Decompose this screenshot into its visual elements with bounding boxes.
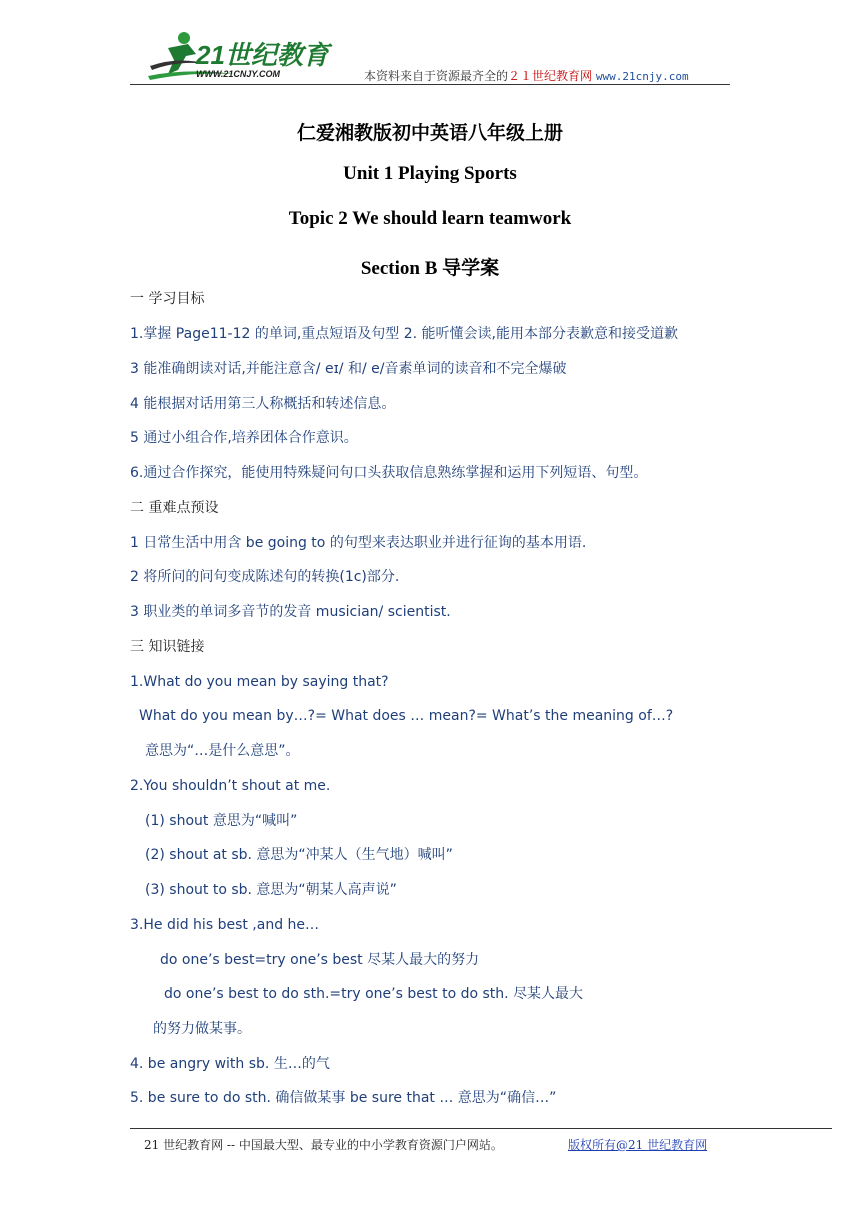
header-divider (130, 84, 730, 85)
header-brand-link[interactable]: ２１世纪教育网 (508, 69, 593, 83)
footer-text: 21 世纪教育网 -- 中国最大型、最专业的中小学教育资源门户网站。 (144, 1138, 503, 1152)
key-point-1: 1 日常生活中用含 be going to 的句型来表达职业并进行征询的基本用语. (130, 535, 587, 551)
knowledge-2-item-2: (2) shout at sb. 意思为“冲某人（生气地）喊叫” (145, 847, 453, 863)
knowledge-1-meaning: 意思为“…是什么意思”。 (145, 743, 300, 759)
knowledge-2: 2.You shouldn’t shout at me. (130, 778, 331, 794)
knowledge-3-item-1: do one’s best=try one’s best 尽某人最大的努力 (160, 952, 480, 968)
heading-objectives: 一 学习目标 (130, 291, 205, 307)
footer-divider (130, 1128, 832, 1129)
key-point-3: 3 职业类的单词多音节的发音 musician/ scientist. (130, 604, 451, 620)
heading-knowledge-links: 三 知识链接 (130, 639, 205, 655)
header-note-text: 本资料来自于资源最齐全的 (364, 69, 509, 83)
heading-key-points: 二 重难点预设 (130, 500, 219, 516)
knowledge-3-item-2: do one’s best to do sth.=try one’s best to do sth. 尽某人最大 (164, 986, 584, 1002)
objective-5: 5 通过小组合作,培养团体合作意识。 (130, 430, 358, 446)
logo-text: 21世纪教育 (196, 40, 329, 70)
doc-title: 仁爱湘教版初中英语八年级上册 (296, 123, 563, 144)
knowledge-1-detail: What do you mean by…?= What does … mean?= What’s the meaning of…? (139, 708, 674, 724)
knowledge-3-item-2-cont: 的努力做某事。 (153, 1021, 251, 1037)
objective-4: 4 能根据对话用第三人称概括和转述信息。 (130, 396, 396, 412)
footer (144, 1136, 708, 1153)
header-note (364, 67, 689, 84)
topic-title: Topic 2 We should learn teamwork (288, 208, 572, 229)
knowledge-4: 4. be angry with sb. 生…的气 (130, 1056, 330, 1072)
objective-3: 3 能准确朗读对话,并能注意含/ eɪ/ 和/ e/音素单词的读音和不完全爆破 (130, 361, 567, 377)
footer-copyright-link[interactable]: 版权所有@21 世纪教育网 (568, 1138, 708, 1152)
knowledge-2-item-1: (1) shout 意思为“喊叫” (145, 813, 298, 829)
unit-title: Unit 1 Playing Sports (343, 163, 517, 184)
logo-runner-icon (138, 30, 338, 84)
key-point-2: 2 将所问的问句变成陈述句的转换(1c)部分. (130, 569, 400, 585)
knowledge-3: 3.He did his best ,and he… (130, 917, 320, 933)
objective-1: 1.掌握 Page11-12 的单词,重点短语及句型 2. 能听懂会读,能用本部分表歉意和接受道歉 (130, 326, 678, 342)
logo (138, 30, 338, 84)
knowledge-2-item-3: (3) shout to sb. 意思为“朝某人高声说” (145, 882, 397, 898)
logo-url: WWW.21CNJY.COM (196, 69, 281, 79)
header-url-link[interactable]: www.21cnjy.com (595, 70, 689, 83)
knowledge-1: 1.What do you mean by saying that? (130, 674, 389, 690)
objective-6: 6.通过合作探究，能使用特殊疑问句口头获取信息熟练掌握和运用下列短语、句型。 (130, 465, 648, 481)
section-title: Section B 导学案 (360, 258, 500, 279)
knowledge-5: 5. be sure to do sth. 确信做某事 be sure that … 意思为“确信…” (130, 1090, 557, 1106)
